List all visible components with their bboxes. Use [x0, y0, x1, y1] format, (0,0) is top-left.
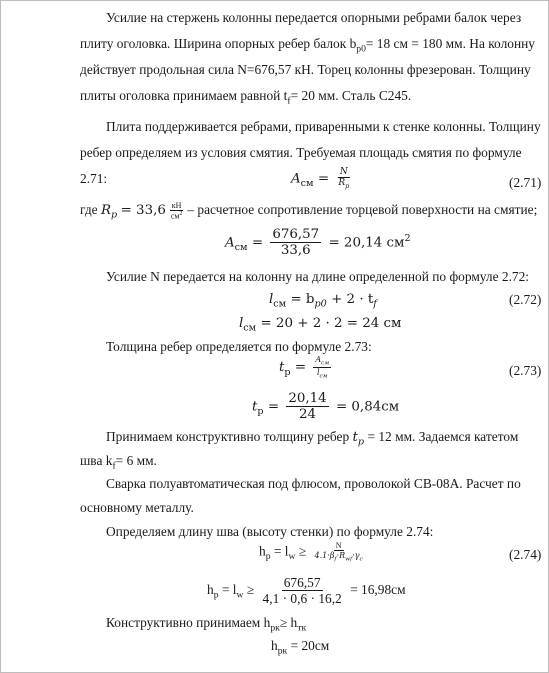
equation-final: $h_{рк} = 20см$ [271, 638, 330, 657]
equation-number-2-74: (2.74) [509, 547, 542, 562]
para1-line2: плиту оголовка. Ширина опорных ребер балок $b_{р0}= 18$ см = 180 мм. На колонну [80, 36, 535, 55]
para7-line1: Определяем длину шва (высоту стенки) по формуле 2.74: [106, 524, 434, 539]
para5-line2: шва $k_f= 6$ мм. [80, 453, 157, 472]
para6-line1: Сварка полуавтоматическая под флюсом, проволокой СВ-08А. Расчет по [106, 476, 521, 491]
equation-2-72: $l_{см} = b_{p0} + 2 \cdot t_f$ [269, 292, 377, 310]
equation-number-2-72: (2.72) [509, 292, 542, 307]
para1-line3: действует продольная сила N=676,57 кН. Торец колонны фрезерован. Толщину [80, 62, 531, 77]
equation-2-73-values: $t_p$ = $\frac{20,14}{24}$ = 0,84см [252, 391, 400, 423]
equation-number-2-73: (2.73) [509, 363, 542, 378]
para3-line1: Усилие N передается на колонну на длине определенной по формуле 2.72: [106, 269, 530, 284]
para8-line1: Конструктивно принимаем $h_{рк}\ge h_{тк}$ [106, 615, 307, 634]
para6-line2: основному металлу. [80, 500, 194, 515]
equation-2-71: $A_{см}$ = $\frac{N}{R_p}$ [291, 167, 350, 191]
para2-line1: Плита поддерживается ребрами, приваренными к стенке колонны. Толщину [106, 119, 541, 134]
equation-number-2-71: (2.71) [509, 175, 542, 190]
para2-line3: 2.71: [80, 171, 108, 186]
para1-line1: Усилие на стержень колонны передается опорными ребрами балок через [106, 10, 522, 25]
para4-line1: Толщина ребер определяется по формуле 2.73: [106, 339, 372, 354]
para1-line4: плиты оголовка принимаем равной $t_f= 20$ мм. Сталь С245. [80, 88, 412, 107]
where-rp-line: где $R_p = 33,6$ $\frac{кН}{см^2}$ – расчетное сопротивление торцевой поверхности на смятие; [80, 201, 538, 221]
equation-2-72-values: $l_{см} = 20 + 2 \cdot 2 = 24$ см [239, 316, 402, 334]
para2-line2: ребер определяем из условия смятия. Требуемая площадь смятия по формуле [80, 145, 522, 160]
equation-2-71-values: $A_{см}$ = $\frac{676,57}{33,6}$ = 20,14 $см^2$ [225, 227, 411, 259]
equation-2-73: $t_p$ = $\frac{A_{см}}{l_{см}}$ [279, 355, 330, 380]
equation-2-74-values: $h_p = l_w$ ≥ $\frac{676,57}{4,1 \cdot 0,6 \cdot 16,2}$ = 16,98см [207, 575, 406, 607]
equation-2-74: $h_p = l_w$ ≥ $\frac{N}{4.1\cdot\beta_f\cdot R_{wf}\cdot\gamma_c}$ [259, 541, 363, 563]
para5-line1: Принимаем конструктивно толщину ребер $t_p = 12$ мм. Задаемся катетом [106, 429, 519, 448]
